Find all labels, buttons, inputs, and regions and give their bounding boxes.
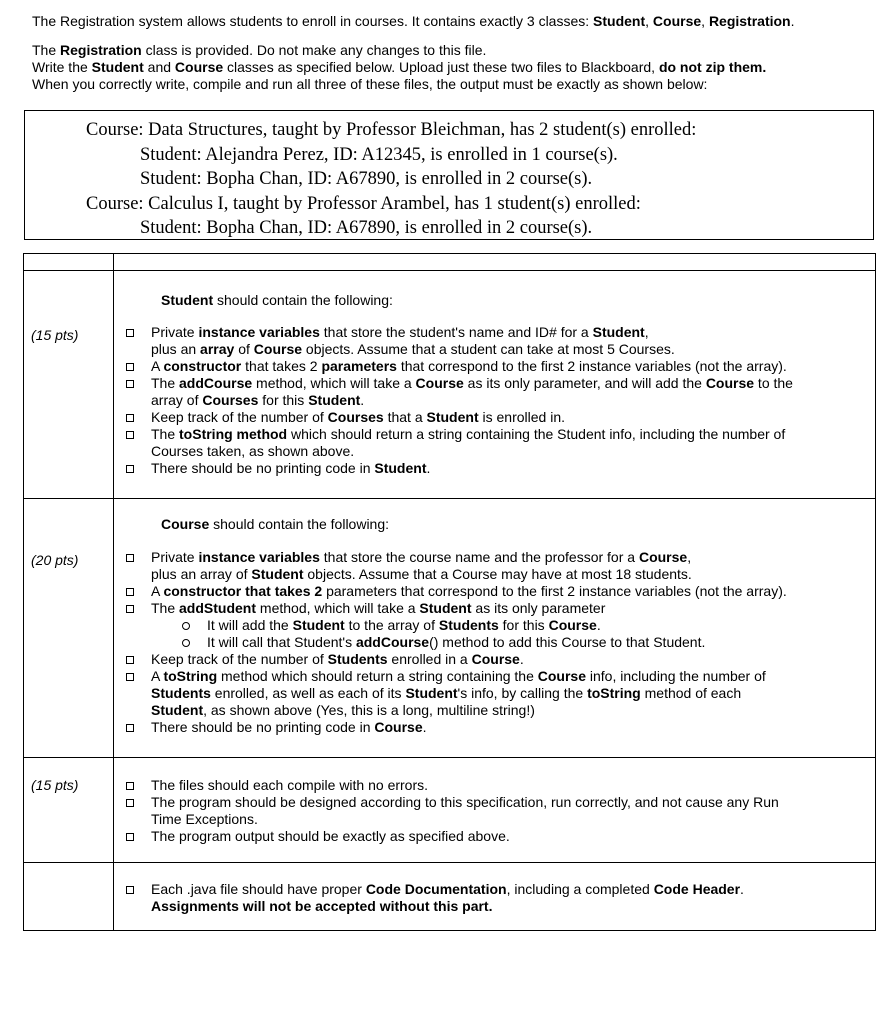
checkbox-icon [126,656,134,664]
sub-list-item: It will call that Student's addCourse() method to add this Course to that Student. [151,634,875,651]
rubric-row-student [24,271,876,499]
intro-line-4: When you correctly write, compile and run all three of these files, the output must be exactly as shown below: [32,76,708,92]
intro-line-2: The Registration class is provided. Do not make any changes to this file. [32,42,487,58]
checkbox-icon [126,605,134,613]
spec-cell-general [114,758,876,863]
grading-rubric-table [23,253,876,931]
list-item: Private instance variables that store the course name and the professor for a Course, plus an array of Student objects. Assume that a Course may have at most 18 students. [8,549,875,583]
intro-line-3: Write the Student and Course classes as specified below. Upload just these two files to Blackboard, do not zip them. [32,59,767,75]
list-item: The files should each compile with no errors. [8,777,875,794]
checkbox-icon [126,673,134,681]
rubric-row-course [24,499,876,758]
checkbox-icon [126,414,134,422]
checkbox-icon [126,724,134,732]
sub-list-item: It will add the Student to the array of Students for this Course. [151,617,875,634]
checkbox-icon [126,380,134,388]
header-cell-spec [114,254,876,271]
checkbox-icon [126,363,134,371]
checkbox-icon [126,833,134,841]
rubric-header-row [24,254,876,271]
section-title: Course should contain the following: [161,516,390,532]
bullet-circle-icon [182,639,190,647]
list-item: Private instance variables that store the student's name and ID# for a Student, plus an array of Course objects. Assume that a student can take at most 5 Courses. [8,324,875,358]
checkbox-icon [126,465,134,473]
intro-line-1: The Registration system allows students to enroll in courses. It contains exactly 3 classes: Student, Course, Registration. [32,13,795,29]
rubric-row-documentation [24,863,876,931]
output-line: Student: Alejandra Perez, ID: A12345, is enrolled in 1 course(s). [140,144,618,165]
list-item: There should be no printing code in Course. [8,719,875,736]
output-line: Course: Calculus I, taught by Professor Arambel, has 1 student(s) enrolled: [86,193,641,214]
sub-list [151,617,875,651]
output-line: Student: Bopha Chan, ID: A67890, is enrolled in 2 course(s). [140,218,593,238]
checkbox-icon [126,329,134,337]
output-line: Course: Data Structures, taught by Professor Bleichman, has 2 student(s) enrolled: [86,120,697,140]
list-item: There should be no printing code in Student. [8,460,875,477]
checkbox-icon [126,431,134,439]
list-item: The program output should be exactly as specified above. [8,828,875,845]
expected-output-box [24,110,874,240]
points-label: (15 pts) [31,777,79,793]
requirement-list [8,549,875,736]
points-label: (20 pts) [31,552,79,568]
list-item: The addCourse method, which will take a Course as its only parameter, and will add the Course to the array of Courses for this Student. [8,375,875,409]
checkbox-icon [126,588,134,596]
list-item: Keep track of the number of Courses that a Student is enrolled in. [8,409,875,426]
spec-cell-course [114,499,876,758]
header-cell-points [24,254,114,271]
checkbox-icon [126,886,134,894]
rubric-row-general [24,758,876,863]
list-item: Each .java file should have proper Code Documentation, including a completed Code Header. Assignments will not be accepted without this part. [8,881,875,915]
spec-cell-student [114,271,876,499]
list-item: The addStudent method, which will take a Student as its only parameter It will add the Student to the array of Students for this Course. It will call that Student's addCourse() method to add this Course to that Student. [8,600,875,651]
checkbox-icon [126,782,134,790]
points-label: (15 pts) [31,327,79,343]
list-item: A constructor that takes 2 parameters that correspond to the first 2 instance variables (not the array). [8,583,875,600]
list-item: Keep track of the number of Students enrolled in a Course. [8,651,875,668]
section-title: Student should contain the following: [161,292,393,308]
list-item: The program should be designed according to this specification, run correctly, and not cause any Run Time Exceptions. [8,794,875,828]
requirement-list [8,881,875,915]
requirement-list [8,324,875,477]
spec-cell-documentation [114,863,876,931]
checkbox-icon [126,554,134,562]
output-line: Student: Bopha Chan, ID: A67890, is enrolled in 2 course(s). [140,169,593,189]
checkbox-icon [126,799,134,807]
list-item: A constructor that takes 2 parameters that correspond to the first 2 instance variables (not the array). [8,358,875,375]
bullet-circle-icon [182,622,190,630]
list-item: A toString method which should return a string containing the Course info, including the number of Students enrolled, as well as each of its Student's info, by calling the toString method of each Student, as shown above (Yes, this is a long, multiline string!) [8,668,875,719]
list-item: The toString method which should return a string containing the Student info, including the number of Courses taken, as shown above. [8,426,875,460]
requirement-list [8,777,875,845]
instructions-intro [32,13,882,93]
